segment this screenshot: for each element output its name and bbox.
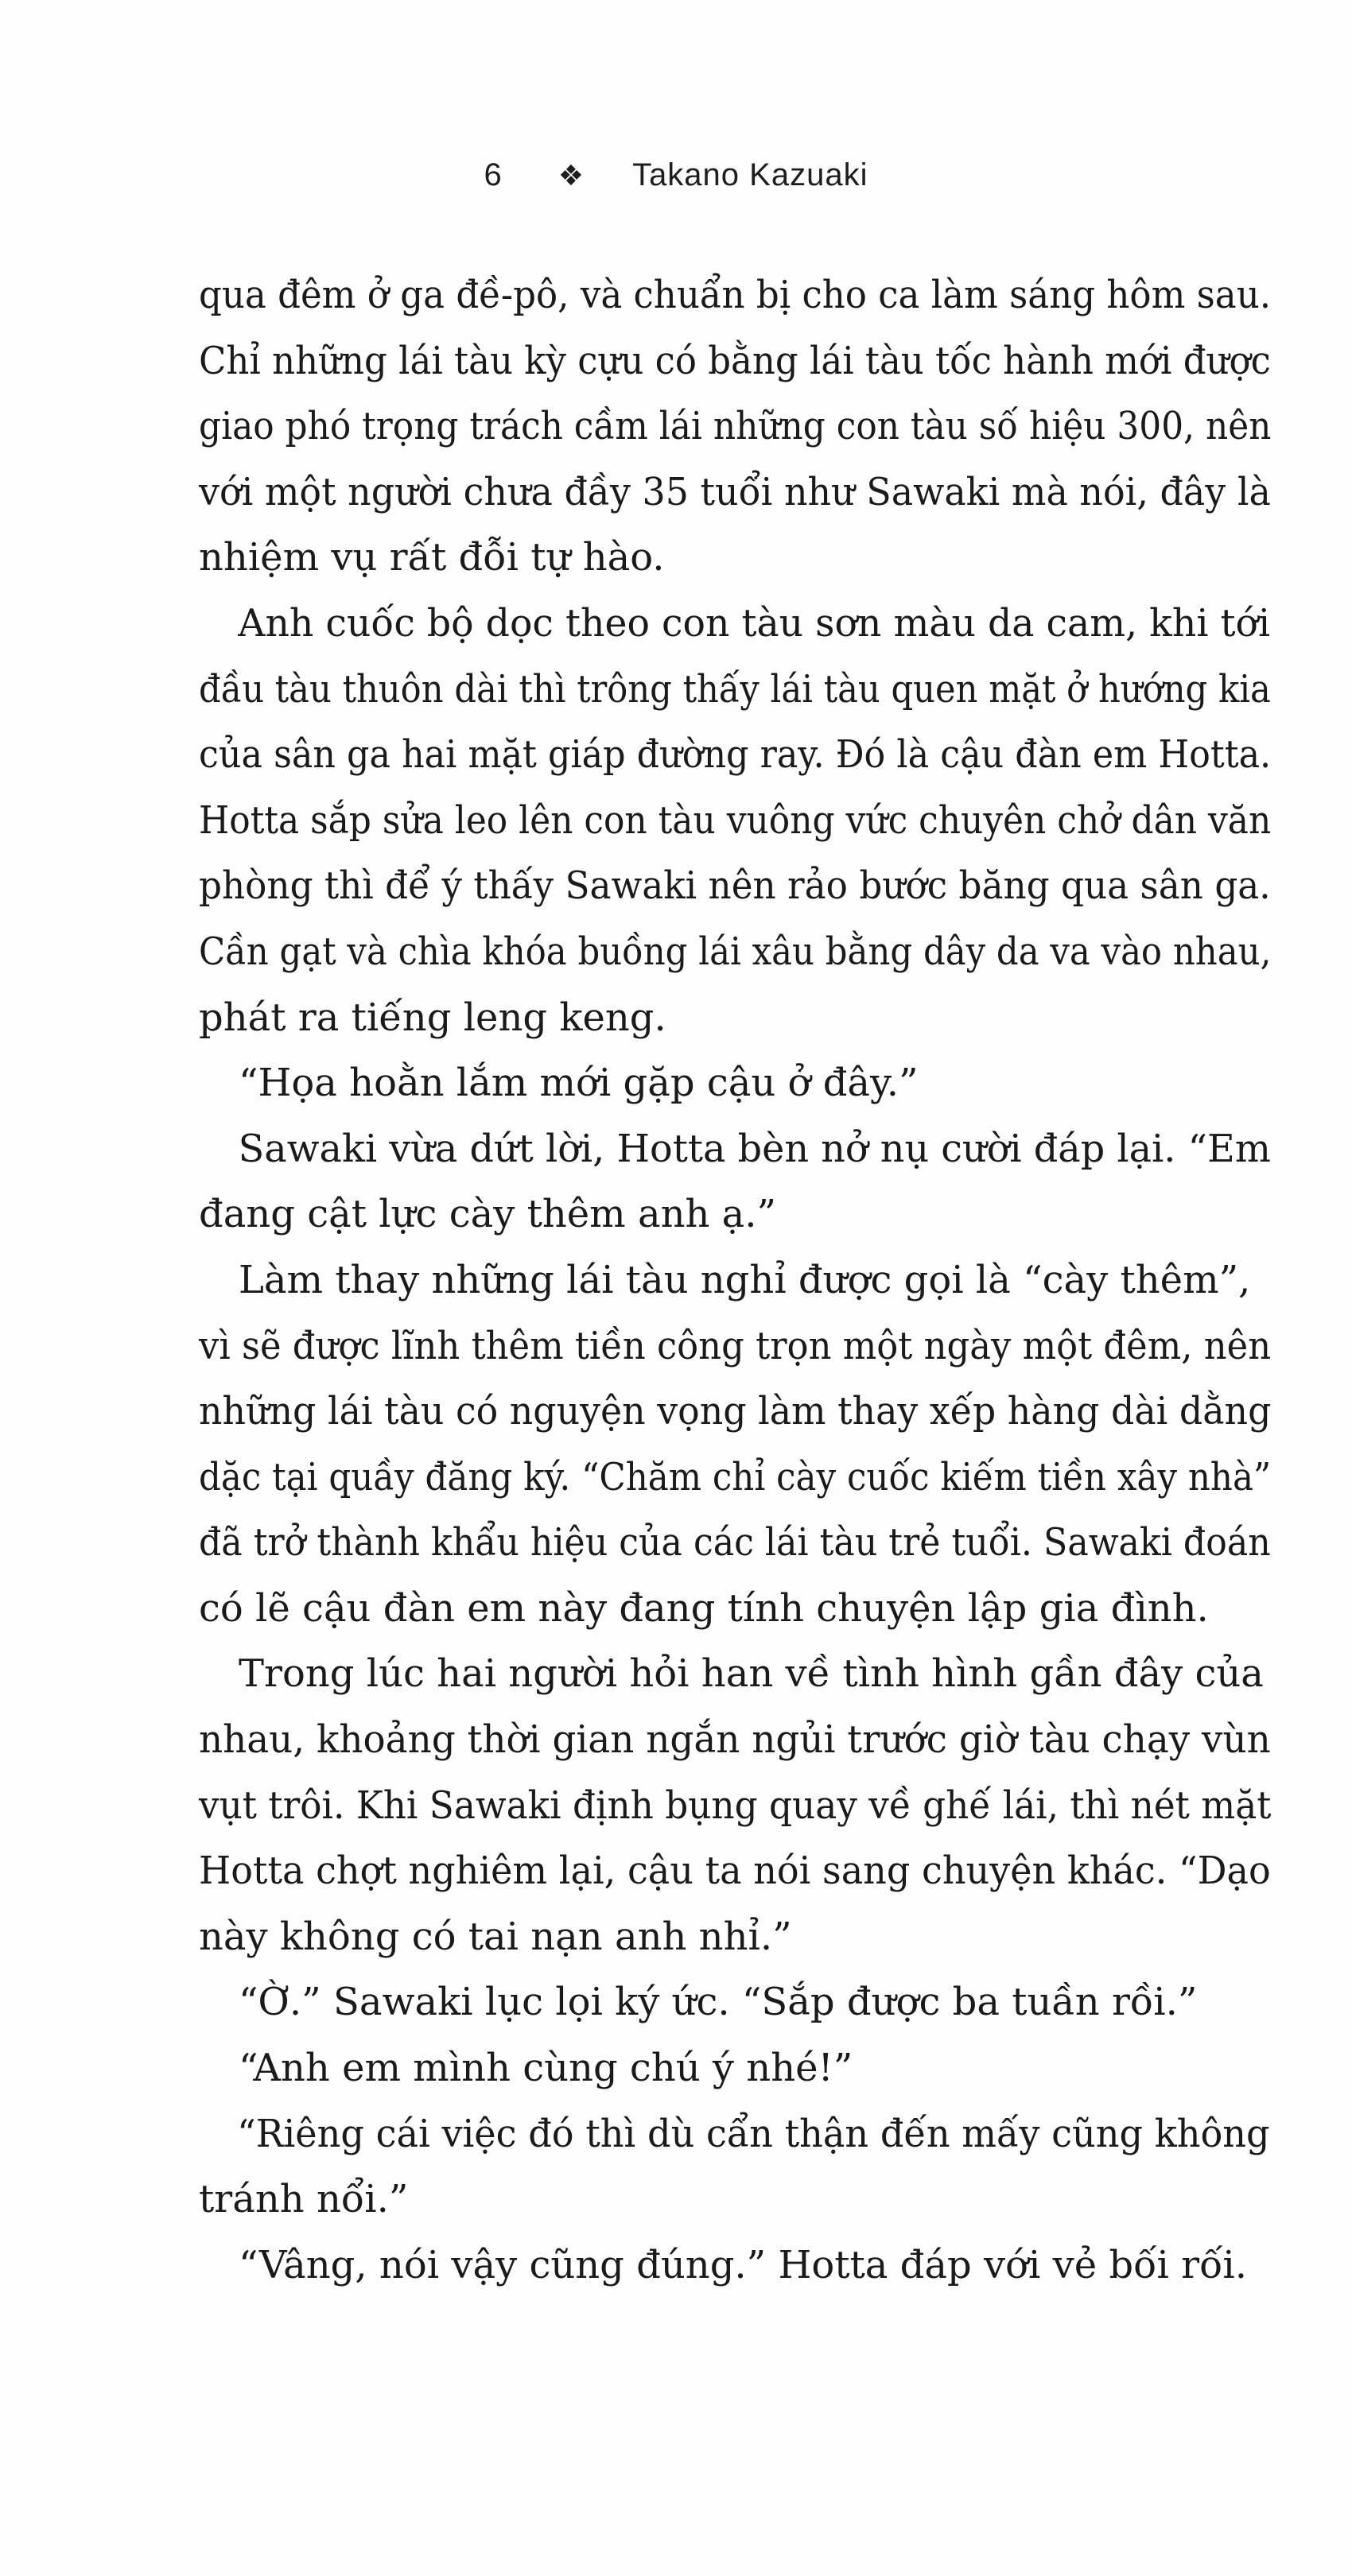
text-line: vì sẽ được lĩnh thêm tiền công trọn một ngày một đêm, nên [199, 1323, 1272, 1368]
text-line: giao phó trọng trách cầm lái những con tàu số hiệu 300, nên [199, 404, 1272, 449]
text-line: này không có tai nạn anh nhỉ.” [199, 1914, 792, 1959]
text-line: Cần gạt và chìa khóa buồng lái xâu bằng dây da va vào nhau, [199, 929, 1272, 974]
body-text [199, 262, 1271, 2298]
text-line: những lái tàu có nguyện vọng làm thay xếp hàng dài dằng [199, 1389, 1272, 1434]
ornament-icon: ❖ [558, 159, 585, 192]
text-line: Làm thay những lái tàu nghỉ được gọi là “cày thêm”, [239, 1257, 1251, 1302]
text-line: Trong lúc hai người hỏi han về tình hình gần đây của [239, 1651, 1264, 1697]
text-line: tránh nổi.” [199, 2177, 409, 2222]
text-line: Hotta chợt nghiêm lại, cậu ta nói sang chuyện khác. “Dạo [199, 1849, 1271, 1894]
text-line: Anh cuốc bộ dọc theo con tàu sơn màu da cam, khi tới [238, 600, 1271, 646]
text-line: nhau, khoảng thời gian ngắn ngủi trước giờ tàu chạy vùn [199, 1717, 1271, 1763]
text-line: phòng thì để ý thấy Sawaki nên rảo bước băng qua sân ga. [199, 863, 1271, 909]
text-line: đã trở thành khẩu hiệu của các lái tàu trẻ tuổi. Sawaki đoán [199, 1520, 1271, 1565]
text-line: Hotta sắp sửa leo lên con tàu vuông vức chuyên chở dân văn [199, 797, 1272, 843]
text-line: vụt trôi. Khi Sawaki định bụng quay về ghế lái, thì nét mặt [199, 1783, 1272, 1828]
text-line: qua đêm ở ga đề-pô, và chuẩn bị cho ca làm sáng hôm sau. [199, 273, 1272, 317]
text-line: có lẽ cậu đàn em này đang tính chuyện lập gia đình. [199, 1585, 1209, 1631]
page-number: 6 [484, 157, 503, 192]
text-line: “Anh em mình cùng chú ý nhé!” [239, 2046, 853, 2091]
running-header [0, 157, 1352, 193]
text-line: của sân ga hai mặt giáp đường ray. Đó là cậu đàn em Hotta. [199, 732, 1272, 778]
text-line: nhiệm vụ rất đỗi tự hào. [199, 535, 665, 580]
text-line: phát ra tiếng leng keng. [199, 995, 666, 1040]
text-line: đang cật lực cày thêm anh ạ.” [199, 1192, 777, 1237]
text-line: Sawaki vừa dứt lời, Hotta bèn nở nụ cười đáp lại. “Em [238, 1126, 1271, 1171]
text-line: dặc tại quầy đăng ký. “Chăm chỉ cày cuốc kiếm tiền xây nhà” [199, 1454, 1272, 1499]
text-line: đầu tàu thuôn dài thì trông thấy lái tàu quen mặt ở hướng kia [199, 666, 1271, 712]
text-line: “Vâng, nói vậy cũng đúng.” Hotta đáp với vẻ bối rối. [239, 2242, 1248, 2287]
text-line: với một người chưa đầy 35 tuổi như Sawaki mà nói, đây là [199, 469, 1271, 514]
text-line: “Ờ.” Sawaki lục lọi ký ức. “Sắp được ba tuần rồi.” [239, 1980, 1198, 2025]
author-name: Takano Kazuaki [632, 157, 868, 192]
text-line: Chỉ những lái tàu kỳ cựu có bằng lái tàu tốc hành mới được [199, 338, 1271, 383]
text-line: “Riêng cái việc đó thì dù cẩn thận đến mấy cũng không [237, 2111, 1270, 2156]
text-line: “Họa hoằn lắm mới gặp cậu ở đây.” [239, 1061, 919, 1106]
